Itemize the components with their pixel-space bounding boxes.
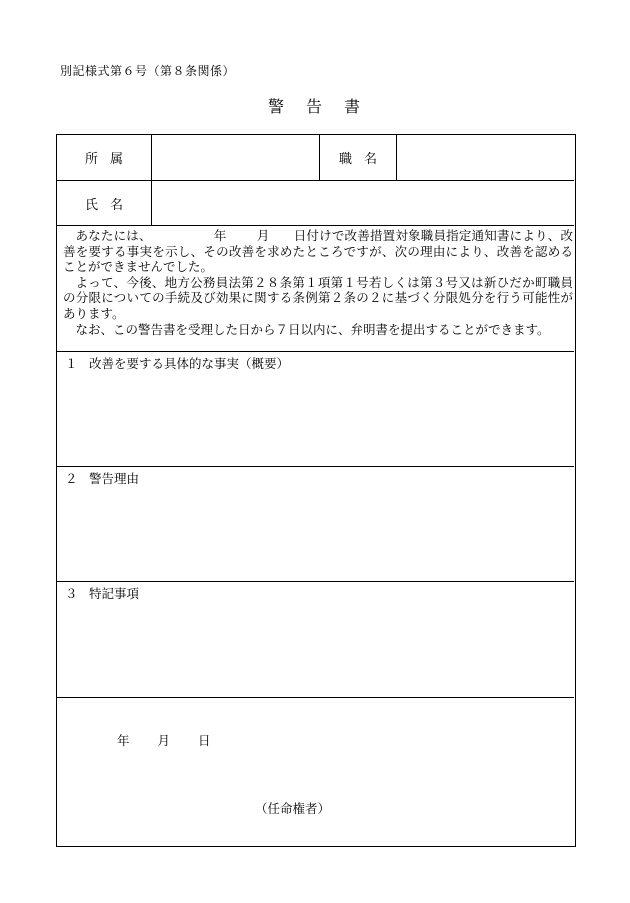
section-remarks-field[interactable]: [57, 601, 574, 696]
date-day-label: 日: [198, 733, 211, 748]
date-month-label: 月: [157, 733, 171, 748]
name-label: 氏名: [84, 197, 135, 213]
form-reference: 別記様式第６号（第８条関係）: [60, 64, 236, 78]
date-year-label: 年: [117, 733, 130, 748]
warning-form-frame: [56, 134, 576, 847]
notice-paragraph-3: なお、この警告書を受理した日から７日以内に、弁明書を提出することができます。: [75, 321, 550, 337]
notice-paragraph-1: あなたには、 年 月 日付けで改善措置対象職員指定通知書により、改善を要する事実を示し、その改善を求めたところですが、次の理由により、改善を認めることができませんでした。: [63, 228, 573, 275]
row-divider-4: [57, 466, 574, 467]
section-reason-heading: ２ 警告理由: [65, 471, 140, 486]
notice-paragraph-2: よって、今後、地方公務員法第２８条第１項第１号若しくは第３号又は新ひだか町職員の分限についての手続及び効果に関する条例第２条の２に基づく分限処分を行う可能性があります。: [63, 274, 573, 321]
appointer-label: （任命権者）: [255, 801, 331, 816]
row-divider-3: [57, 351, 574, 352]
position-field[interactable]: [397, 135, 574, 180]
document-title: 警告書: [267, 97, 382, 116]
position-label: 職名: [338, 152, 389, 167]
section-facts-heading: １ 改善を要する具体的な事実（概要）: [65, 356, 290, 371]
section-facts-field[interactable]: [57, 371, 574, 465]
affiliation-field[interactable]: [152, 135, 319, 180]
notice-text: [63, 228, 573, 337]
row-divider-6: [57, 697, 574, 698]
affiliation-label: 所属: [84, 152, 135, 167]
row-divider-5: [57, 581, 574, 582]
row-divider-2: [57, 225, 574, 226]
section-reason-field[interactable]: [57, 486, 574, 580]
section-remarks-heading: ３ 特記事項: [65, 586, 140, 601]
name-field[interactable]: [152, 181, 574, 225]
date-line: [117, 731, 211, 749]
